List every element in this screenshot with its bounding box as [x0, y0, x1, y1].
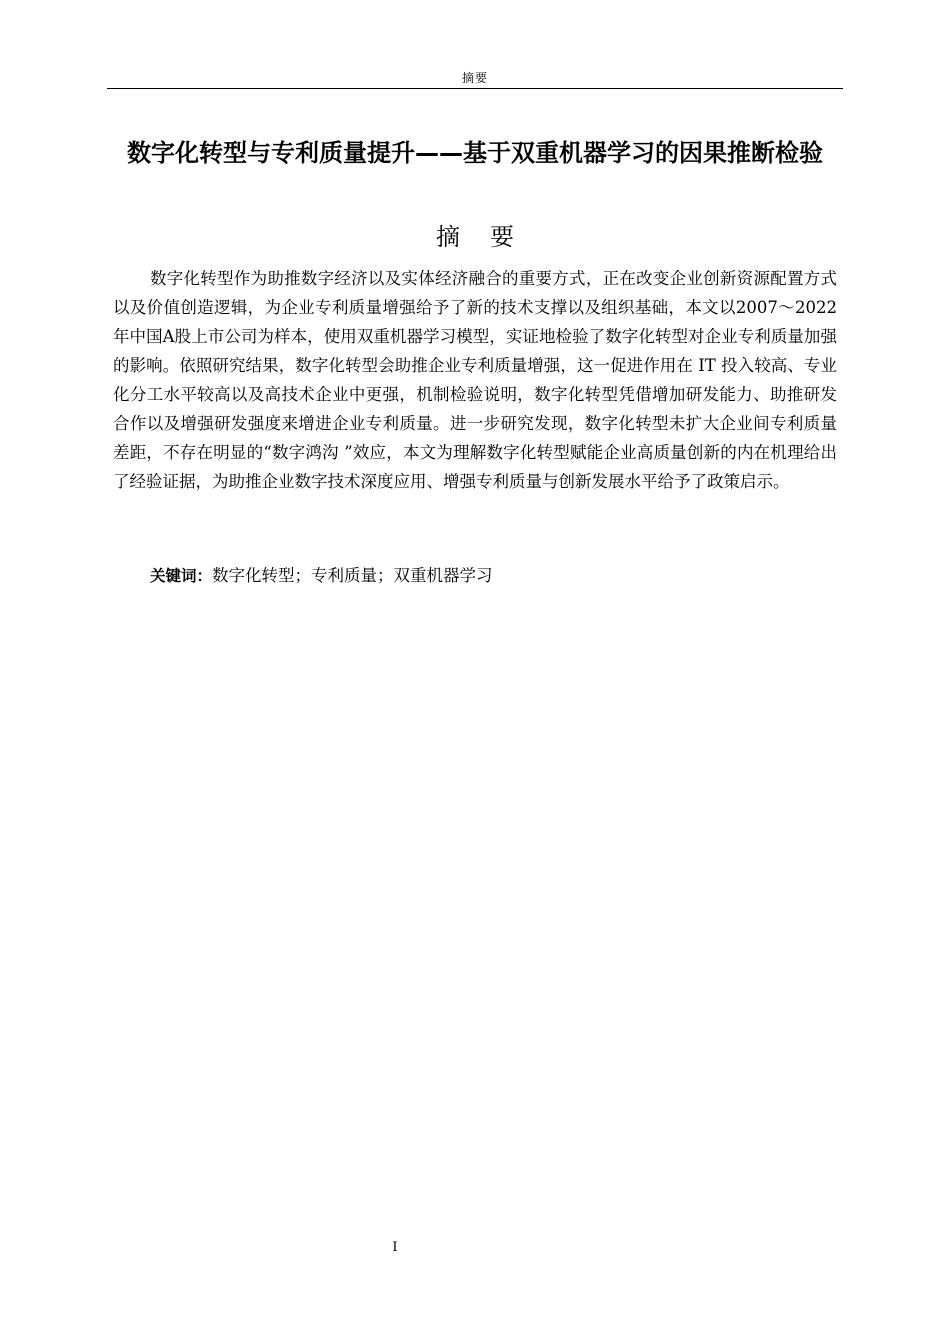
document-title: 数字化转型与专利质量提升——基于双重机器学习的因果推断检验 — [127, 139, 823, 167]
header-rule — [107, 88, 843, 89]
abstract-body: 数字化转型作为助推数字经济以及实体经济融合的重要方式，正在改变企业创新资源配置方式以及价值创造逻辑，为企业专利质量增强给予了新的技术支撑以及组织基础，本文以2007～2022年中国A股上市公司为样本，使用双重机器学习模型，实证地检验了数字化转型对企业专利质量加强的影响。依照研究结果，数字化转型会助推企业专利质量增强，这一促进作用在 IT 投入较高、专业化分工水平较高以及高技术企业中更强，机制检验说明，数字化转型凭借增加研发能力、助推研发合作以及增强研发强度来增进企业专利质量。进一步研究发现，数字化转型未扩大企业间专利质量差距，不存在明显的“数字鸿沟 ”效应，本文为理解数字化转型赋能企业高质量创新的内在机理给出了经验证据，为助推企业数字技术深度应用、增强专利质量与创新发展水平给予了政策启示。 — [113, 269, 837, 491]
running-header: 摘要 — [461, 71, 488, 85]
keywords-line — [150, 561, 840, 591]
keywords-text: 数字化转型；专利质量；双重机器学习 — [212, 566, 493, 585]
keywords-label: 关键词： — [150, 567, 213, 585]
abstract-heading: 摘要 — [436, 223, 544, 251]
page-number: I — [392, 1240, 398, 1255]
